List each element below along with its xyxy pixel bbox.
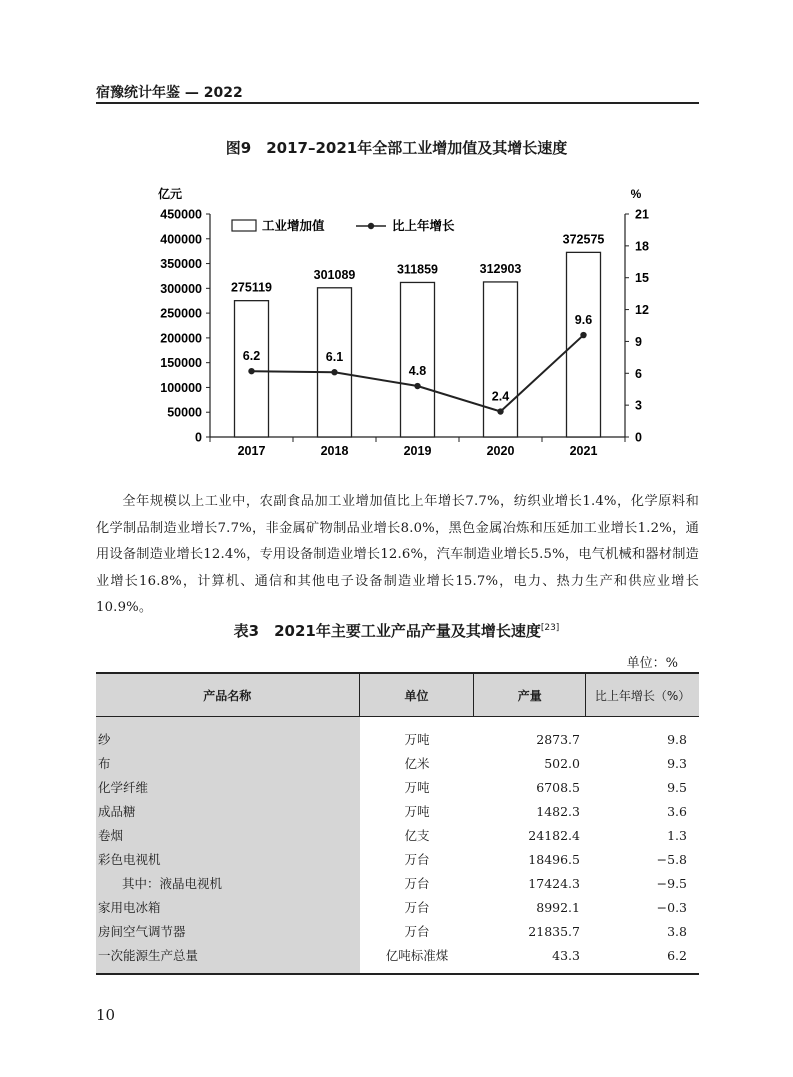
- table-row: [96, 823, 699, 847]
- cell-unit: 万吨: [404, 780, 430, 795]
- left-tick-label: 400000: [160, 232, 202, 247]
- table-row: [96, 943, 699, 967]
- page-number: 10: [96, 1006, 116, 1024]
- right-tick-label: 0: [635, 430, 642, 445]
- legend-line-marker: [368, 223, 374, 229]
- left-tick-label: 450000: [160, 207, 202, 222]
- cell-growth: −9.5: [656, 875, 687, 891]
- cell-unit: 万台: [404, 924, 430, 939]
- cell-product-name: 一次能源生产总量: [98, 948, 199, 963]
- right-tick-label: 12: [635, 303, 649, 318]
- bar-value-label: 372575: [562, 232, 605, 247]
- products-table: [96, 672, 699, 975]
- cell-growth: 9.3: [667, 755, 687, 771]
- cell-unit: 亿吨标准煤: [385, 948, 449, 963]
- table-body: [96, 717, 699, 975]
- cell-product-name: 彩色电视机: [98, 852, 161, 867]
- table-row: [96, 895, 699, 919]
- right-tick-label: 6: [635, 366, 642, 381]
- figure-title: 图9 2017–2021年全部工业增加值及其增长速度: [225, 139, 568, 157]
- legend-bar-swatch: [232, 220, 256, 231]
- cell-output: 8992.1: [536, 899, 580, 915]
- cell-product-name: 纱: [98, 732, 111, 747]
- table-row: [96, 871, 699, 895]
- cell-unit: 万吨: [404, 804, 430, 819]
- cell-growth: 3.8: [667, 923, 687, 939]
- legend-line-label: 比上年增长: [392, 219, 455, 233]
- table-row: [96, 751, 699, 775]
- cell-product-name: 成品糖: [98, 804, 136, 819]
- left-tick-label: 0: [195, 430, 202, 445]
- table-row: [96, 775, 699, 799]
- left-tick-label: 100000: [160, 380, 202, 395]
- table-header-row: [96, 672, 699, 717]
- header-growth: 比上年增长（%）: [594, 688, 691, 703]
- cell-unit: 万台: [404, 876, 430, 891]
- growth-value-label: 6.2: [242, 349, 261, 364]
- growth-point: [580, 332, 586, 338]
- x-category-label: 2019: [403, 444, 432, 458]
- cell-unit: 万吨: [404, 732, 430, 747]
- cell-growth: 3.6: [667, 803, 687, 819]
- footnote-ref: [23]: [540, 623, 560, 633]
- x-category-label: 2017: [237, 444, 266, 458]
- header-output: 产量: [474, 674, 586, 716]
- cell-growth: 9.8: [667, 731, 687, 747]
- right-tick-label: 15: [635, 271, 649, 286]
- cell-output: 1482.3: [536, 803, 580, 819]
- cell-output: 6708.5: [536, 779, 580, 795]
- body-paragraph: [96, 489, 699, 622]
- right-tick-label: 21: [635, 207, 649, 222]
- table-row: [96, 847, 699, 871]
- bar-value-label: 312903: [479, 261, 522, 276]
- right-axis-unit: %: [630, 187, 642, 201]
- cell-product-name: 布: [98, 756, 111, 771]
- cell-output: 21835.7: [528, 923, 580, 939]
- legend-bar-label: 工业增加值: [262, 219, 325, 233]
- header-unit: 单位: [360, 674, 475, 716]
- growth-value-label: 4.8: [408, 364, 427, 379]
- industry-value-chart: [140, 178, 660, 468]
- cell-unit: 万台: [404, 852, 430, 867]
- cell-output: 17424.3: [528, 875, 580, 891]
- bar: [401, 282, 435, 437]
- table-title-text: 表3 2021年主要工业产品产量及其增长速度: [233, 622, 541, 640]
- left-tick-label: 350000: [160, 257, 202, 272]
- header-rule: [96, 102, 699, 104]
- header-product-name: 产品名称: [96, 674, 360, 716]
- growth-value-label: 6.1: [325, 350, 344, 365]
- right-tick-label: 9: [635, 334, 642, 349]
- cell-output: 2873.7: [536, 731, 580, 747]
- growth-value-label: 2.4: [491, 389, 510, 404]
- cell-growth: 9.5: [667, 779, 687, 795]
- growth-point: [497, 408, 503, 414]
- left-axis-unit: 亿元: [157, 187, 183, 201]
- cell-output: 18496.5: [528, 851, 580, 867]
- cell-growth: 1.3: [667, 827, 687, 843]
- bar-value-label: 311859: [396, 262, 439, 277]
- table-row: [96, 727, 699, 751]
- cell-growth: −0.3: [656, 899, 687, 915]
- bar-value-label: 275119: [230, 280, 273, 295]
- x-category-label: 2021: [569, 444, 598, 458]
- cell-product-name: 房间空气调节器: [98, 924, 186, 939]
- cell-product-name: 家用电冰箱: [98, 900, 161, 915]
- left-tick-label: 50000: [167, 405, 202, 420]
- table-unit-note: 单位：%: [626, 656, 678, 671]
- cell-output: 24182.4: [528, 827, 580, 843]
- table-title: [0, 620, 793, 641]
- cell-product-name: 化学纤维: [98, 780, 149, 795]
- x-category-label: 2018: [320, 444, 349, 458]
- right-tick-label: 18: [635, 239, 649, 254]
- x-category-label: 2020: [486, 444, 515, 458]
- cell-output: 43.3: [552, 947, 580, 963]
- paragraph-text: 全年规模以上工业中，农副食品加工业增加值比上年增长7.7%，纺织业增长1.4%，化学原料和化学制品制造业增长7.7%，非金属矿物制品业增长8.0%，黑色金属冶炼和压延加工业增长1.2%，通用设备制造业增长12.4%，专用设备制造业增长12.6%，汽车制造业增长5.5%，电气机械和器材制造业增长16.8%，计算机、通信和其他电子设备制造业增长15.7%，电力、热力生产和供应业增长10.9%。: [96, 494, 699, 615]
- right-tick-label: 3: [635, 398, 642, 413]
- cell-growth: −5.8: [656, 851, 687, 867]
- left-tick-label: 300000: [160, 281, 202, 296]
- growth-value-label: 9.6: [574, 313, 593, 328]
- cell-output: 502.0: [544, 755, 580, 771]
- table-row: [96, 919, 699, 943]
- running-header: 宿豫统计年鉴 — 2022: [96, 85, 243, 101]
- cell-unit: 万台: [404, 900, 430, 915]
- growth-point: [331, 369, 337, 375]
- cell-growth: 6.2: [667, 947, 687, 963]
- left-tick-label: 250000: [160, 306, 202, 321]
- left-tick-label: 150000: [160, 356, 202, 371]
- cell-unit: 亿米: [404, 756, 430, 771]
- table-row: [96, 799, 699, 823]
- left-tick-label: 200000: [160, 331, 202, 346]
- cell-product-name: 卷烟: [98, 828, 124, 843]
- cell-product-name: 其中：液晶电视机: [122, 876, 223, 891]
- bar-value-label: 301089: [313, 267, 356, 282]
- growth-point: [414, 383, 420, 389]
- growth-point: [248, 368, 254, 374]
- cell-unit: 亿支: [404, 828, 430, 843]
